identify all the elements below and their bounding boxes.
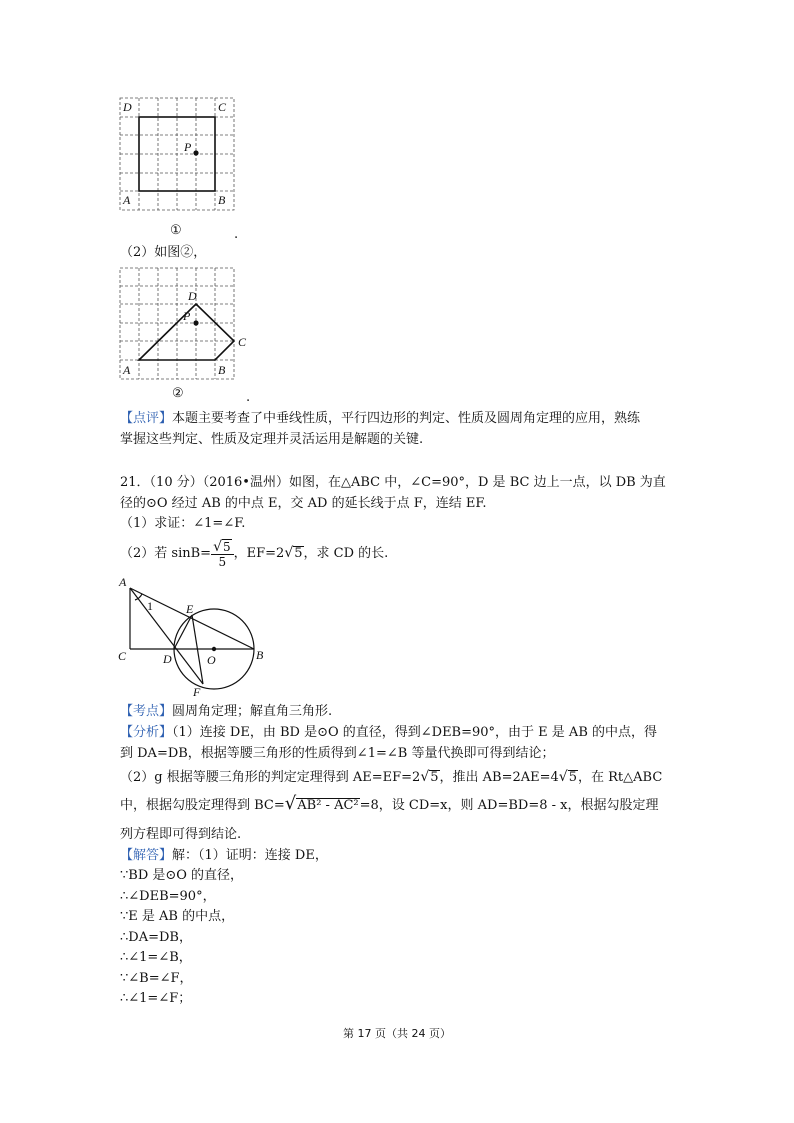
fig2-trail: . (246, 390, 251, 405)
jieda-step-6: ∵∠B=∠F， (120, 971, 193, 986)
fenxi-line4-suffix: =8，设 CD=x，则 AD=BD=8 - x，根据勾股定理 (359, 798, 659, 813)
kaodian-line (120, 704, 332, 720)
fenxi-line-5: 列方程即可得到结论. (120, 827, 242, 842)
jieda-step-1: ∵BD 是⊙O 的直径， (120, 868, 244, 883)
fig3-point-e: E (186, 602, 194, 616)
fenxi-text-1: （1）连接 DE，由 BD 是⊙O 的直径，得到∠DEB=90°，由于 E 是 AB 的中点，得 (172, 725, 658, 740)
review-text-1: 本题主要考查了中垂线性质，平行四边形的判定、性质及圆周角定理的应用，熟练 (172, 411, 641, 426)
figure-3-triangle-circle (116, 574, 276, 700)
fenxi-line4-prefix: 中，根据勾股定理得到 BC= (120, 798, 285, 813)
fig3-angle-1: 1 (147, 599, 153, 613)
fig1-vertex-c: C (218, 100, 227, 114)
fenxi-line3-suffix: ，在 Rt△ABC (578, 770, 663, 785)
jieda-step-7: ∴∠1=∠F； (120, 991, 192, 1006)
problem-question-1: （1）求证：∠1=∠F. (120, 516, 246, 531)
q2-suffix: ，求 CD 的长. (303, 546, 389, 561)
fenxi-line3-mid: ，推出 AB=2AE=4 (439, 770, 559, 785)
fenxi-sqrt-bc: AB² - AC² (297, 798, 359, 813)
kaodian-tag: 【考点】 (120, 704, 173, 719)
fig2-vertex-a: A (123, 363, 131, 377)
fig2-vertex-c: C (238, 335, 247, 349)
sin-b-fraction: $\frac{√5}{5}$ (211, 539, 234, 569)
fig3-point-d: D (163, 652, 172, 666)
sin-b-numerator: 5 (222, 539, 231, 554)
fig2-caption: ② (172, 386, 184, 401)
fig3-vertex-b: B (256, 648, 264, 662)
fenxi-line-2: 到 DA=DB，根据等腰三角形的性质得到∠1=∠B 等量代换即可得到结论； (120, 746, 555, 761)
jieda-step-4: ∴DA=DB， (120, 930, 192, 945)
fig3-vertex-a: A (119, 575, 127, 589)
fig1-vertex-b: B (218, 193, 226, 207)
review-line-2: 掌握这些判定、性质及定理并灵活运用是解题的关键. (120, 432, 424, 447)
fig1-vertex-d: D (123, 100, 132, 114)
sin-b-denominator: 5 (218, 554, 227, 569)
kaodian-text: 圆周角定理；解直角三角形. (172, 704, 333, 719)
jieda-step-5: ∴∠1=∠B， (120, 950, 192, 965)
fenxi-sqrt-1: 5 (430, 770, 439, 785)
q2-prefix: （2）若 sinB= (120, 546, 212, 561)
fig1-point-p: P (184, 140, 192, 154)
fenxi-tag: 【分析】 (120, 725, 173, 740)
fig1-caption: ① (170, 223, 182, 238)
fig1-trail: . (234, 227, 239, 242)
fig2-point-p: P (183, 309, 191, 323)
q2-mid: ，EF=2 (233, 546, 285, 561)
fig3-center-o: O (207, 653, 216, 667)
fenxi-sqrt-2: 5 (568, 770, 577, 785)
fig3-vertex-c: C (118, 649, 127, 663)
fig2-vertex-b: B (218, 363, 226, 377)
problem-line-2: 径的⊙O 经过 AB 的中点 E，交 AD 的延长线于点 F，连结 EF. (120, 496, 487, 511)
fig3-point-f: F (193, 685, 201, 699)
problem-question-2: （2）若 sinB= $\frac{√5}{5}$ ，EF=2√5，求 CD 的长. (120, 538, 389, 569)
jieda-tag: 【解答】 (120, 848, 173, 863)
jieda-step-2: ∴∠DEB=90°， (120, 889, 216, 904)
ef-sqrt: 5 (294, 546, 303, 561)
fenxi-line-4: 中，根据勾股定理得到 BC=√AB² - AC²=8，设 CD=x，则 AD=BD=8 - x，根据勾股定理 (120, 793, 659, 814)
review-tag: 【点评】 (120, 411, 173, 426)
review-line-1 (120, 411, 640, 427)
part2-heading: （2）如图②， (120, 245, 207, 260)
fenxi-line3-prefix: （2）g 根据等腰三角形的判定定理得到 AE=EF=2 (120, 770, 421, 785)
problem-line-1: 21．（10 分）（2016•温州）如图，在△ABC 中，∠C=90°，D 是 BC 边上一点，以 DB 为直 (120, 475, 666, 490)
fenxi-line-1 (120, 725, 657, 741)
jieda-intro: 解：（1）证明：连接 DE， (172, 848, 328, 863)
fig2-vertex-d: D (188, 289, 197, 303)
fenxi-line-3: （2）g 根据等腰三角形的判定定理得到 AE=EF=2√5，推出 AB=2AE=4√5，在 Rt△ABC (120, 769, 663, 785)
page-footer: 第 17 页（共 24 页） (343, 1027, 451, 1040)
jieda-step-3: ∵E 是 AB 的中点， (120, 909, 235, 924)
jieda-line-intro (120, 848, 328, 864)
fig1-vertex-a: A (123, 193, 131, 207)
